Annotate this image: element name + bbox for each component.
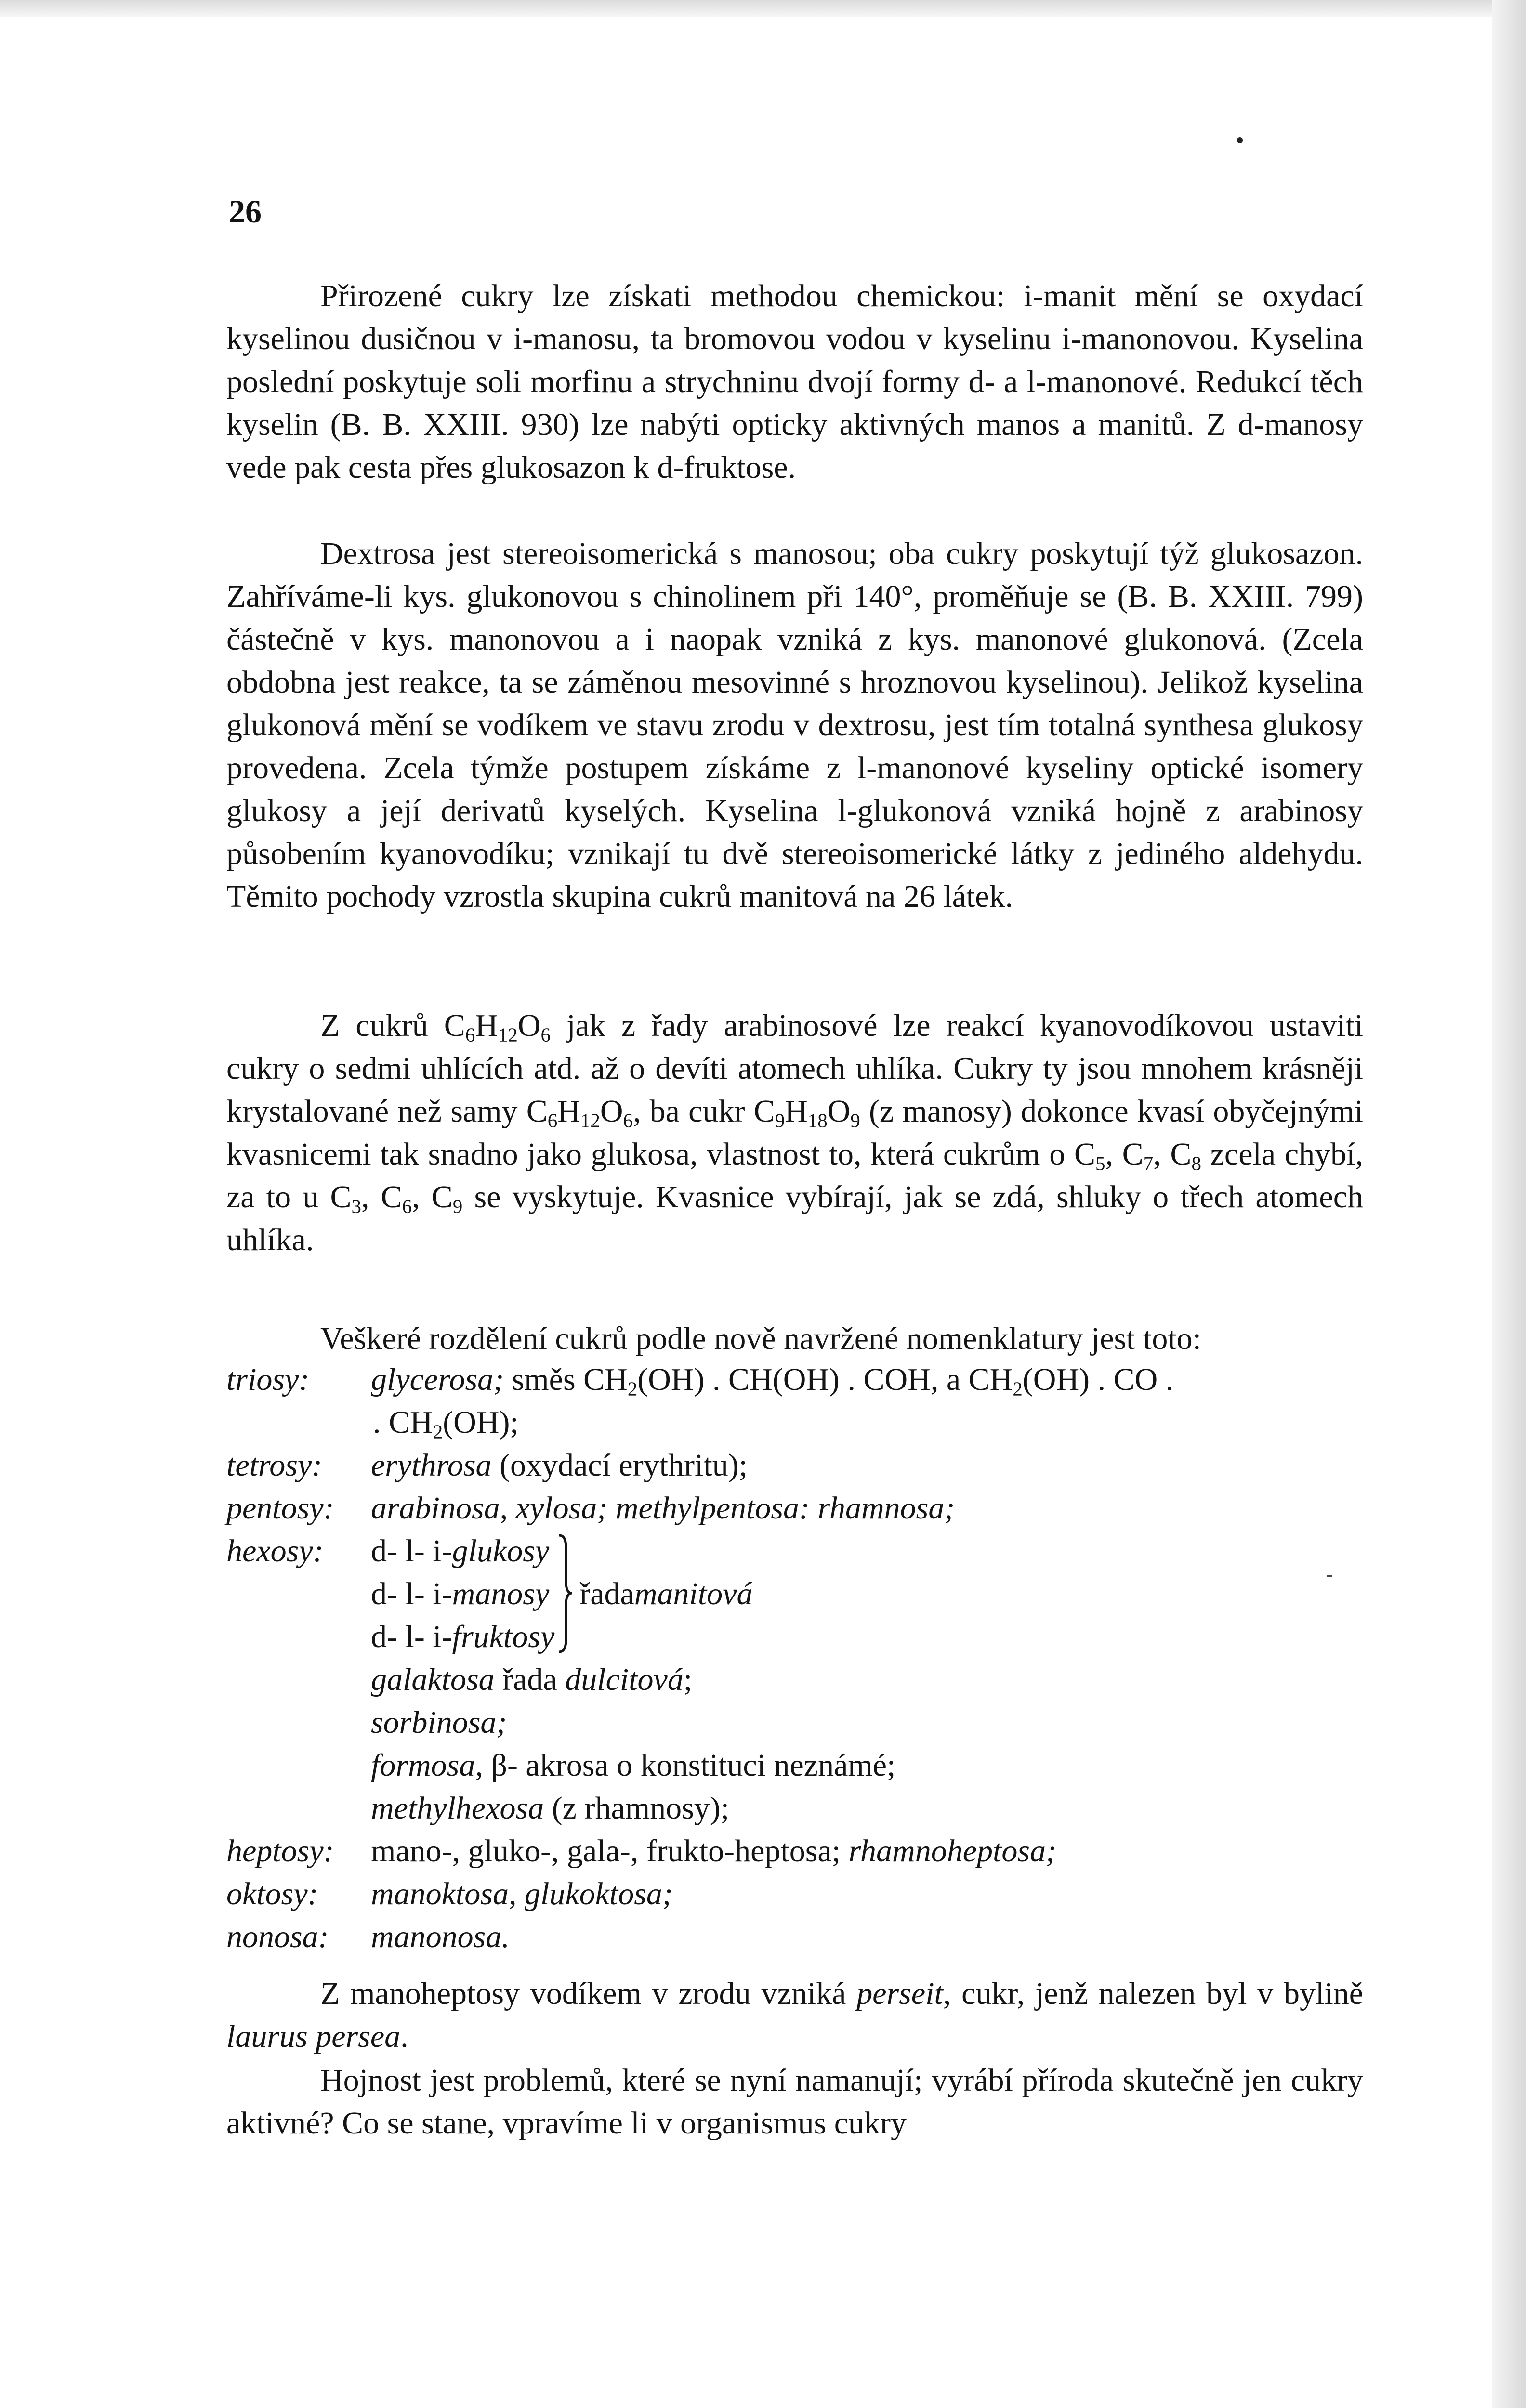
label-oktosy: oktosy: [226, 1876, 318, 1911]
row-methylhexosa: methylhexosa (z rhamnosy); [371, 1791, 730, 1826]
row-sorbinosa: sorbinosa; [371, 1705, 507, 1740]
curly-brace [557, 1530, 575, 1658]
label-heptosy: heptosy: [226, 1833, 334, 1869]
scan-speck [1237, 137, 1243, 143]
content-pentosy: arabinosa, xylosa; methylpentosa: rhamnosa; [371, 1491, 955, 1526]
row-heptosy [226, 1830, 1363, 1872]
paragraph-1: Přirozené cukry lze získati methodou chemickou: i-manit mění se oxydací kyselinou dusičnou v i-manosu, ta bromovou vodou v kyselinu i-manonovou. Kyselina poslední poskytuje soli morfinu a strychninu dvojí formy d- a l-manonové. Redukcí těch kyselin (B. B. XXIII. 930) lze nabýti opticky aktivných manos a manitů. Z d-manosy vede pak cesta přes glukosazon k d-fruktose. [226, 278, 1363, 485]
label-tetrosy: tetrosy: [226, 1448, 323, 1483]
paragraph-6: Hojnost jest problemů, které se nyní namanují; vyrábí příroda skutečně jen cukry aktivné? Co se stane, vpravíme li v organismus cukry [226, 2063, 1363, 2141]
content-tetrosy: erythrosa (oxydací erythritu); [371, 1448, 748, 1483]
label-pentosy: pentosy: [226, 1491, 334, 1526]
content-oktosy: manoktosa, glukoktosa; [371, 1876, 673, 1911]
label-hexosy: hexosy: [226, 1533, 324, 1569]
label-nonosa: nonosa: [226, 1919, 329, 1954]
row-tetrosy [226, 1444, 1363, 1487]
sugar-classification [226, 1358, 1363, 1958]
row-oktosy [226, 1872, 1363, 1915]
row-pentosy [226, 1487, 1363, 1530]
content-triosy-cont: . $CH_2(OH)$; [373, 1405, 519, 1443]
scan-top-edge [0, 0, 1526, 17]
curly-brace-shape [557, 1533, 575, 1654]
page-number: 26 [229, 193, 262, 230]
content-heptosy: mano-, gluko-, gala-, frukto-heptosa; rhamnoheptosa; [371, 1833, 1056, 1869]
row-triosy-cont [226, 1401, 1363, 1444]
label-triosy: triosy: [226, 1362, 310, 1397]
row-nonosa [226, 1915, 1363, 1958]
paragraph-2: Dextrosa jest stereoisomerická s manosou; oba cukry poskytují týž glukosazon. Zahříváme-li kys. glukonovou s chinolinem při 140°, proměňuje se (B. B. XXIII. 799) částečně v kys. manonovou a i naopak vzniká z kys. manonové glukonová. (Zcela obdobna jest reakce, ta se záměnou mesovinné s hroznovou kyselinou). Jelikož kyselina glukonová mění se vodíkem ve stavu zrodu v dextrosu, jest tím totalná synthesa glukosy provedena. Zcela týmže postupem získáme z l-manonové kyseliny optické isomery glukosy a její derivatů kyselých. Kyselina l-glukonová vzniká hojně z arabinosy působením kyanovodíku; vznikají tu dvě stereoisomerické látky z jediného aldehydu. Těmito pochody vzrostla skupina cukrů manitová na 26 látek. [226, 536, 1363, 914]
content-nonosa: manonosa. [371, 1919, 510, 1954]
hexosy-glukosy: d- l- i-glukosy [371, 1533, 550, 1569]
content-triosy: glycerosa; směs $CH_2(OH)$ . CH(OH) . COH, a $CH_2(OH)$ . CO . [371, 1362, 1174, 1400]
hexosy-manosy: d- l- i-manosy [371, 1576, 550, 1611]
row-galaktosa: galaktosa řada dulcitová; [371, 1662, 693, 1697]
row-hexosy [226, 1530, 1363, 1658]
paragraph-5: Z manoheptosy vodíkem v zrodu vzniká perseit, cukr, jenž nalezen byl v bylině laurus persea. [226, 1976, 1363, 2054]
row-formosa: formosa, β- akrosa o konstituci neznámé; [371, 1748, 896, 1783]
hexosy-items [371, 1530, 554, 1658]
row-triosy [226, 1358, 1363, 1401]
scan-right-edge [1492, 0, 1526, 2408]
paragraph-4: Veškeré rozdělení cukrů podle nově navržené nomenklatury jest toto: [320, 1321, 1202, 1356]
hexosy-group-label: řada manitová [579, 1576, 753, 1611]
paragraph-3: Z cukrů $C_6H_{12}O_6$ jak z řady arabinosové lze reakcí kyanovodíkovou ustaviti cukry o sedmi uhlících atd. až o devíti atomech uhlíka. Cukry ty jsou mnohem krásněji krystalované než samy $C_6H_{12}O_6$, ba cukr $C_9H_{18}O_9$ (z manosy) dokonce kvasí obyčejnými kvasnicemi tak snadno jako glukosa, vlastnost to, která cukrům o $C_5$, $C_7$, $C_8$ zcela chybí, za to u $C_3$, $C_6$, $C_9$ se vyskytuje. Kvasnice vybírají, jak se zdá, shluky o třech atomech uhlíka. [226, 1008, 1363, 1257]
hexosy-fruktosy: d- l- i-fruktosy [371, 1619, 555, 1654]
